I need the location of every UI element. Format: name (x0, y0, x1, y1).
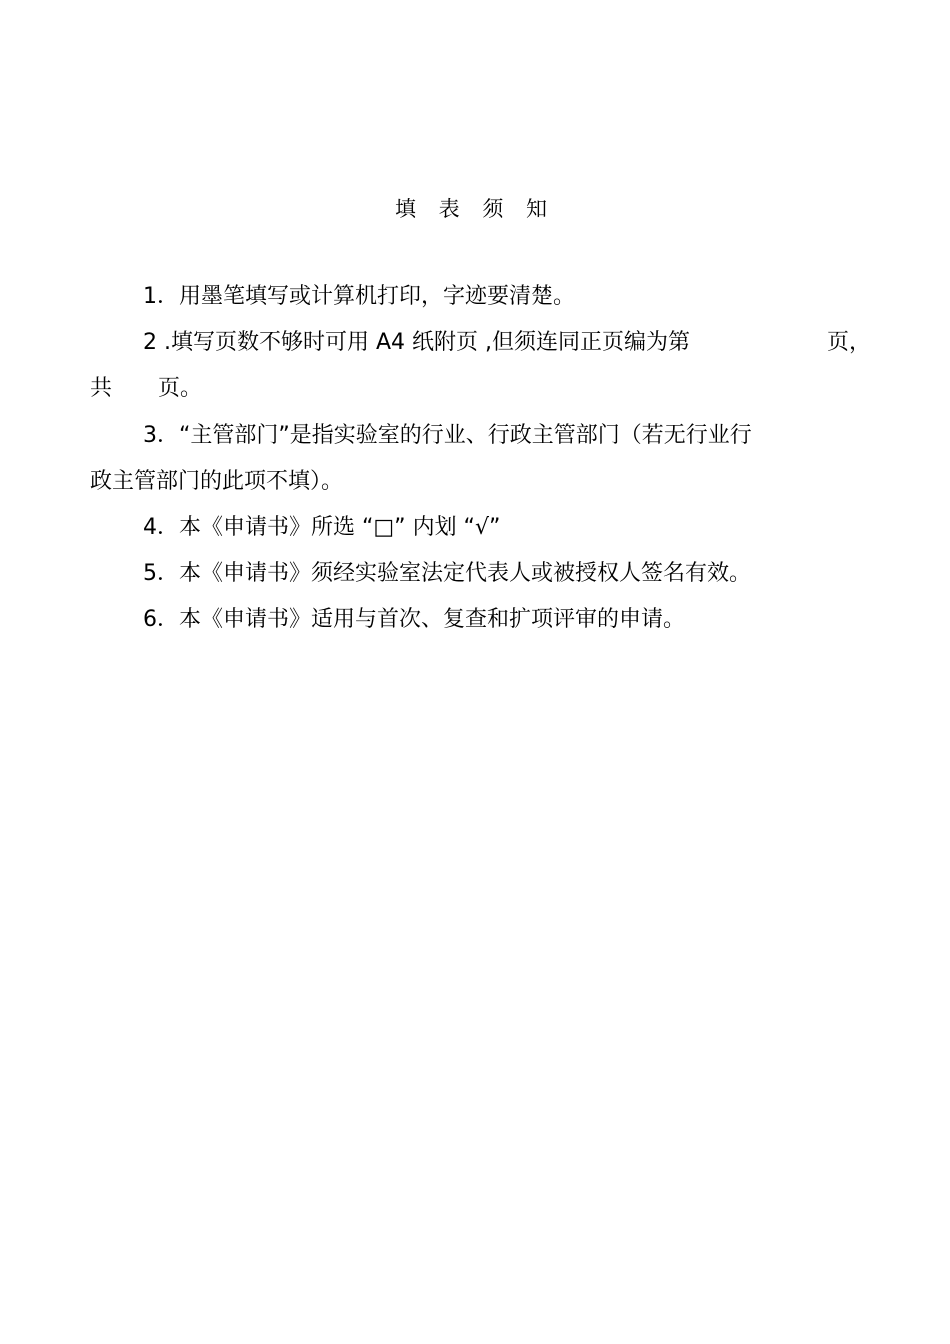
instruction-item-2-text: 2 .填写页数不够时可用 A4 纸附页 ,但须连同正页编为第 (143, 330, 691, 355)
instruction-item-4: 4．本《申请书》所选 “□” 内划 “√” (143, 515, 501, 540)
instruction-item-3-line-2: 政主管部门的此项不填）。 (90, 469, 344, 494)
instruction-item-2-line-1 (143, 327, 871, 359)
instruction-item-2-line-2 (90, 373, 202, 405)
instruction-item-2-pages-label: 页。 (158, 376, 203, 401)
instruction-item-3-line-1: 3．“主管部门”是指实验室的行业、行政主管部门（若无行业行 (143, 423, 752, 448)
instruction-item-1: 1．用墨笔填写或计算机打印，字迹要清楚。 (143, 284, 575, 309)
instruction-item-2-tail: 页， (826, 330, 871, 355)
instruction-item-2-total-label: 共 (90, 376, 113, 401)
instruction-item-5: 5．本《申请书》须经实验室法定代表人或被授权人签名有效。 (143, 561, 751, 586)
page-title: 填 表 须 知 (394, 197, 556, 221)
instruction-item-6: 6．本《申请书》适用与首次、复查和扩项评审的申请。 (143, 607, 685, 632)
